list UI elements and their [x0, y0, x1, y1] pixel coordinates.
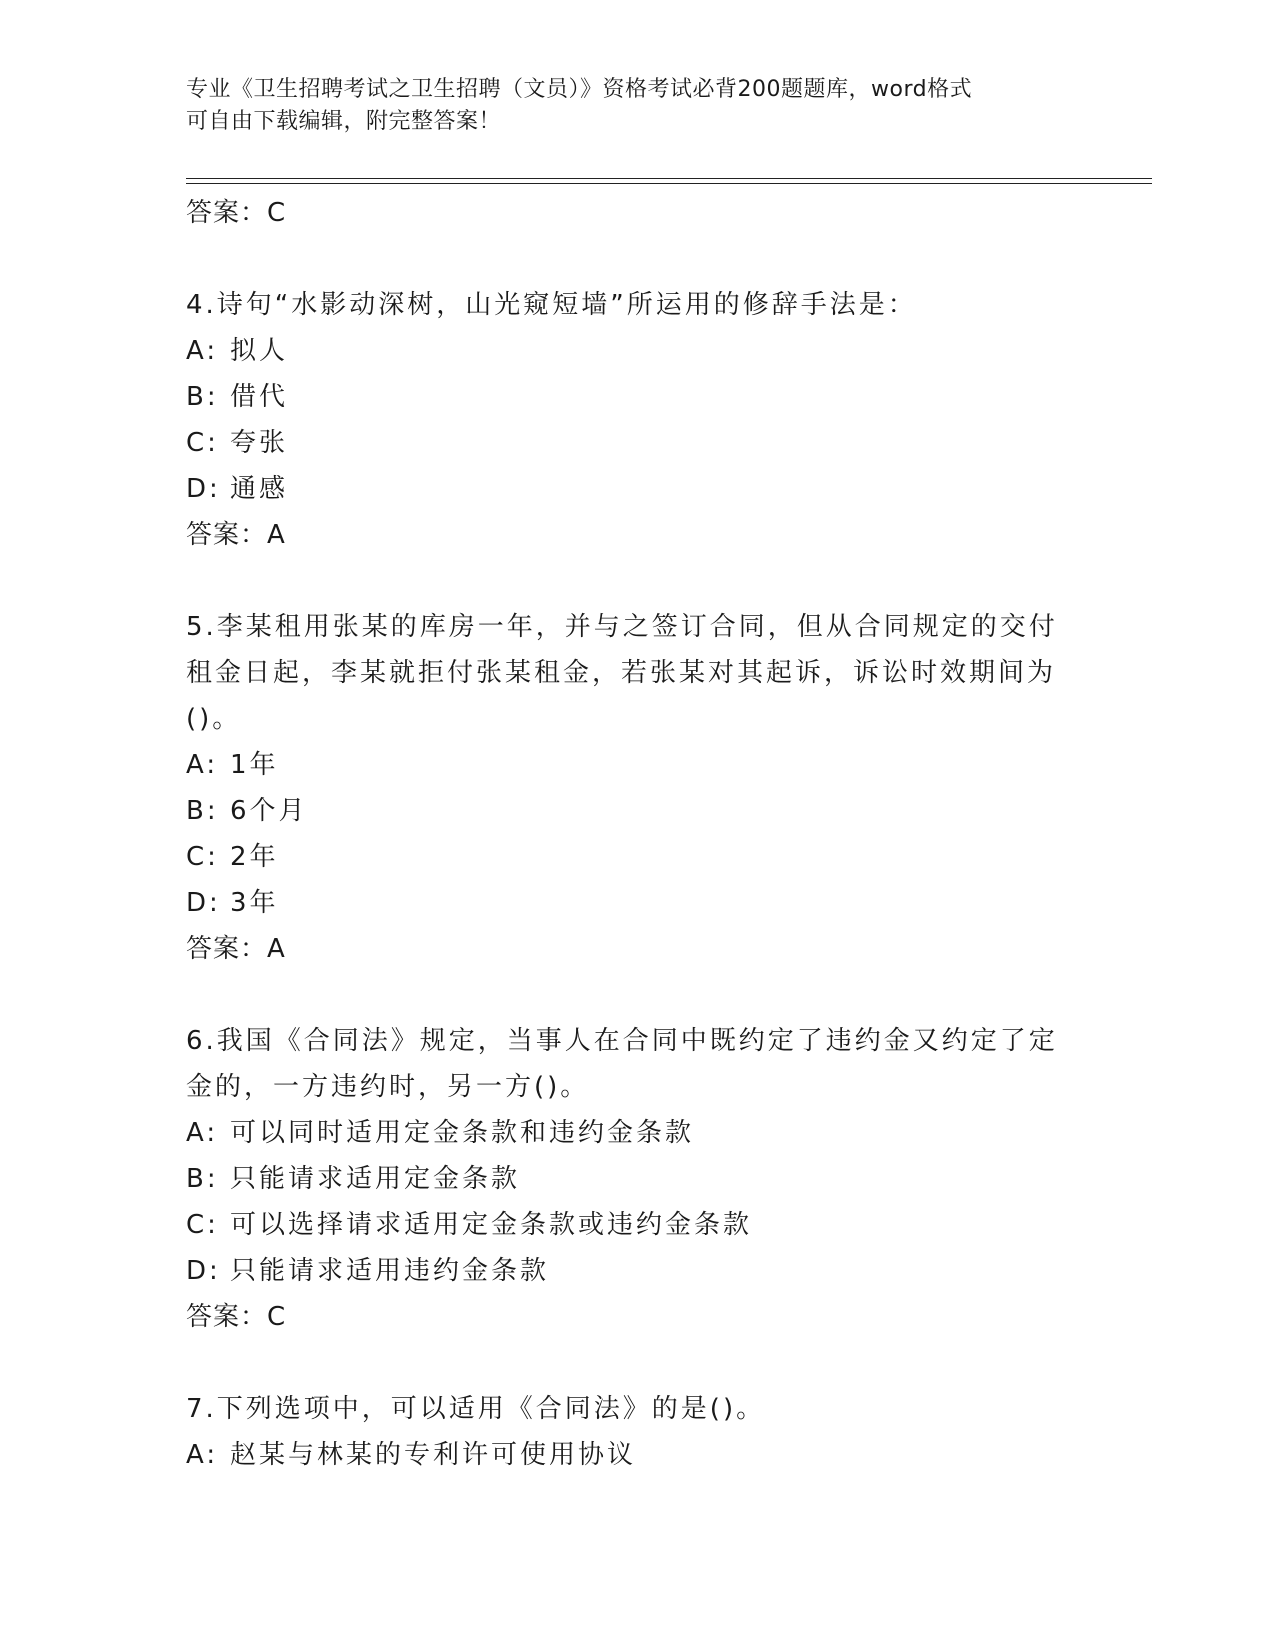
previous-answer: 答案：C	[186, 198, 287, 228]
option-letter: C:	[186, 842, 219, 872]
option-text: 只能请求适用违约金条款	[230, 1256, 550, 1286]
option-text: 拟人	[230, 336, 289, 366]
question-stem: 4.诗句“水影动深树，山光窥短墙”所运用的修辞手法是：	[186, 290, 917, 320]
answer: 答案：A	[186, 520, 286, 550]
option-letter: A:	[186, 336, 219, 366]
option-letter: C:	[186, 1210, 219, 1240]
option-d	[186, 1248, 1066, 1294]
option-letter: D:	[186, 888, 221, 918]
question-stem: 6.我国《合同法》规定，当事人在合同中既约定了违约金又约定了定金的，一方违约时，另一方()。	[186, 1026, 1058, 1102]
option-text: 夸张	[230, 428, 289, 458]
header-rule-top	[186, 178, 1152, 179]
option-letter: B:	[186, 1164, 219, 1194]
option-d	[186, 880, 1066, 926]
answer: 答案：A	[186, 934, 286, 964]
option-letter: C:	[186, 428, 219, 458]
option-text: 可以同时适用定金条款和违约金条款	[230, 1118, 695, 1148]
option-text: 只能请求适用定金条款	[230, 1164, 521, 1194]
option-a	[186, 742, 1066, 788]
option-text: 3年	[230, 888, 279, 918]
option-c	[186, 1202, 1066, 1248]
option-text: 赵某与林某的专利许可使用协议	[230, 1440, 637, 1470]
question-list	[186, 190, 1066, 1478]
option-text: 2年	[230, 842, 279, 872]
question-stem: 5.李某租用张某的库房一年，并与之签订合同，但从合同规定的交付租金日起，李某就拒付张某租金，若张某对其起诉，诉讼时效期间为()。	[186, 612, 1058, 734]
option-c	[186, 834, 1066, 880]
option-b	[186, 374, 1066, 420]
option-b	[186, 788, 1066, 834]
option-text: 可以选择请求适用定金条款或违约金条款	[230, 1210, 753, 1240]
question-4	[186, 282, 1066, 558]
option-letter: B:	[186, 382, 219, 412]
option-d	[186, 466, 1066, 512]
header-line-2: 可自由下载编辑，附完整答案！	[186, 109, 502, 134]
option-a	[186, 1432, 1066, 1478]
option-letter: D:	[186, 474, 221, 504]
header-rule-bottom	[186, 183, 1152, 184]
question-6	[186, 1018, 1066, 1340]
option-a	[186, 1110, 1066, 1156]
question-7	[186, 1386, 1066, 1478]
option-text: 6个月	[230, 796, 308, 826]
option-text: 借代	[230, 382, 289, 412]
option-letter: B:	[186, 796, 219, 826]
question-5	[186, 604, 1066, 972]
option-letter: A:	[186, 750, 219, 780]
option-c	[186, 420, 1066, 466]
answer: 答案：C	[186, 1302, 287, 1332]
option-text: 通感	[230, 474, 289, 504]
option-text: 1年	[230, 750, 279, 780]
option-a	[186, 328, 1066, 374]
option-b	[186, 1156, 1066, 1202]
question-stem: 7.下列选项中，可以适用《合同法》的是()。	[186, 1394, 766, 1424]
option-letter: A:	[186, 1440, 219, 1470]
document-header	[186, 74, 1086, 138]
option-letter: A:	[186, 1118, 219, 1148]
header-line-1: 专业《卫生招聘考试之卫生招聘（文员）》资格考试必背200题题库，word格式	[186, 77, 973, 102]
option-letter: D:	[186, 1256, 221, 1286]
